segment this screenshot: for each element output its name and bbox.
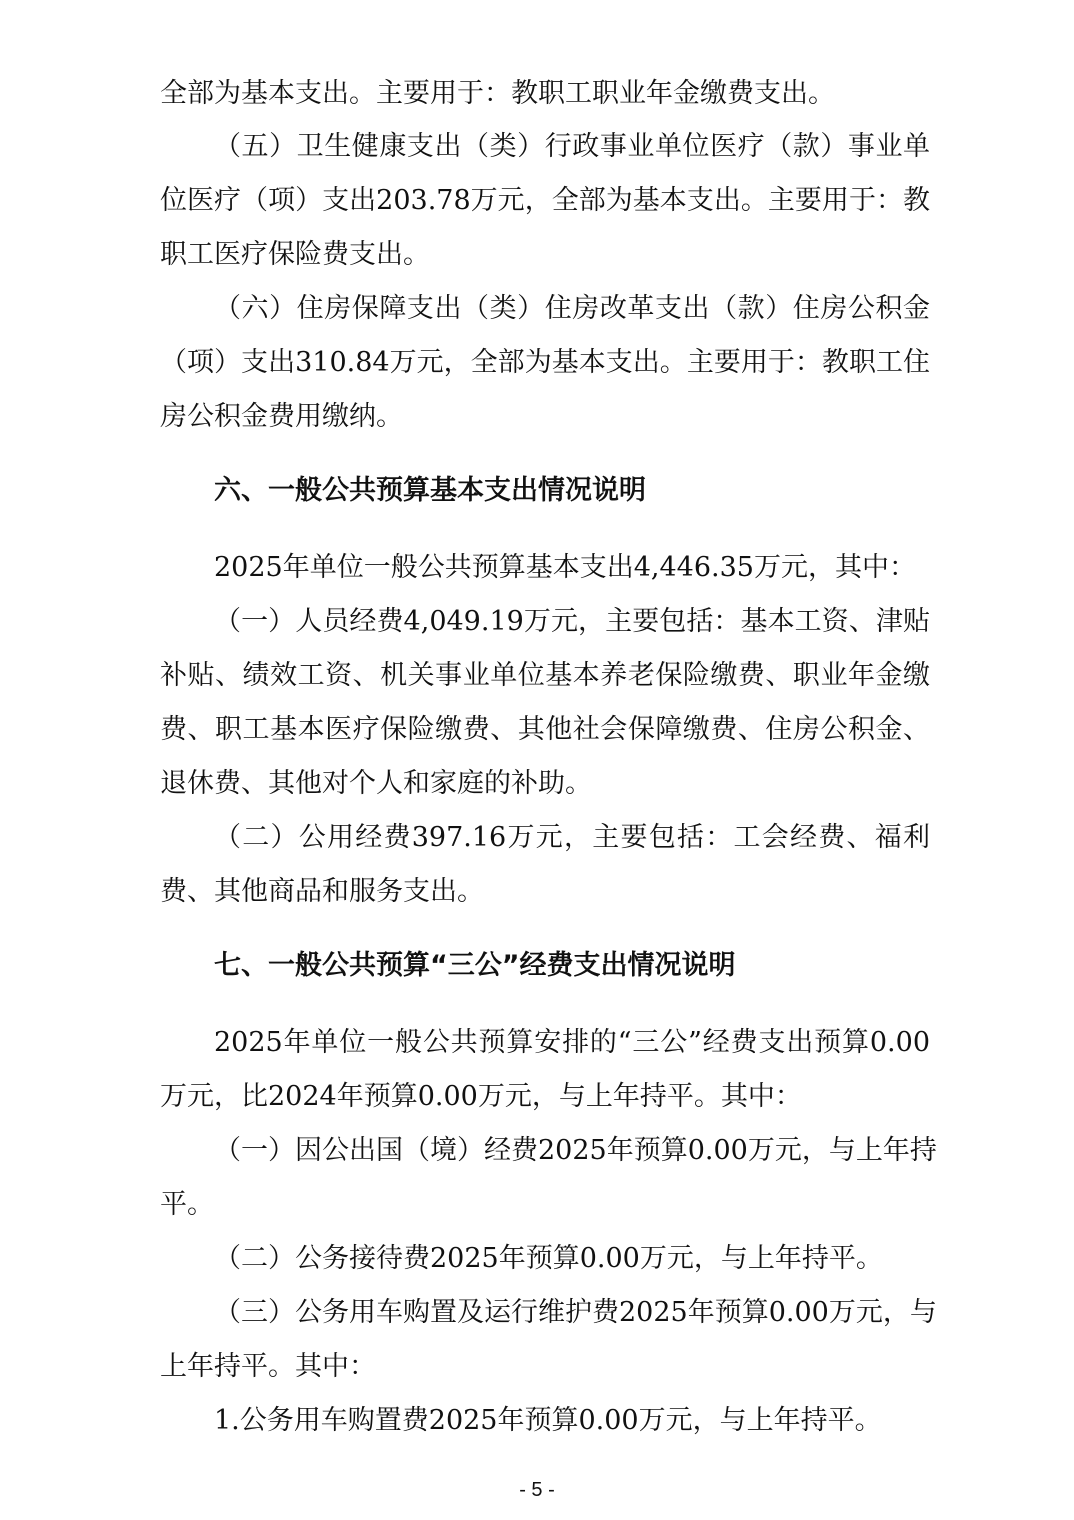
body-line: （六）住房保障支出（类）住房改革支出（款）住房公积金 bbox=[214, 293, 930, 324]
body-line: 2025年单位一般公共预算安排的“三公”经费支出预算0.00 bbox=[214, 1027, 930, 1058]
body-line: 2025年单位一般公共预算基本支出4,446.35万元，其中： bbox=[214, 552, 916, 583]
body-line: 补贴、绩效工资、机关事业单位基本养老保险缴费、职业年金缴 bbox=[160, 660, 930, 691]
page-number: - 5 - bbox=[519, 1479, 555, 1501]
body-line: （二）公用经费397.16万元，主要包括：工会经费、福利 bbox=[214, 822, 930, 853]
section-heading: 七、一般公共预算“三公”经费支出情况说明 bbox=[214, 950, 736, 981]
body-line: 全部为基本支出。主要用于：教职工职业年金缴费支出。 bbox=[160, 78, 835, 109]
body-line: 房公积金费用缴纳。 bbox=[160, 401, 403, 432]
body-line: 费、其他商品和服务支出。 bbox=[160, 876, 484, 907]
body-line: 万元，比2024年预算0.00万元，与上年持平。其中： bbox=[160, 1081, 802, 1112]
body-line: （三）公务用车购置及运行维护费2025年预算0.00万元，与 bbox=[214, 1297, 937, 1328]
body-line: （二）公务接待费2025年预算0.00万元，与上年持平。 bbox=[214, 1243, 883, 1274]
body-line: 平。 bbox=[160, 1189, 214, 1220]
body-line: 退休费、其他对个人和家庭的补助。 bbox=[160, 768, 592, 799]
body-line: 1.公务用车购置费2025年预算0.00万元，与上年持平。 bbox=[214, 1405, 882, 1436]
section-heading: 六、一般公共预算基本支出情况说明 bbox=[214, 475, 646, 506]
body-line: （一）人员经费4,049.19万元，主要包括：基本工资、津贴 bbox=[214, 606, 930, 637]
body-line: 位医疗（项）支出203.78万元，全部为基本支出。主要用于：教 bbox=[160, 185, 930, 216]
body-line: （项）支出310.84万元，全部为基本支出。主要用于：教职工住 bbox=[160, 347, 930, 378]
body-line: 上年持平。其中： bbox=[160, 1351, 376, 1382]
body-line: 费、职工基本医疗保险缴费、其他社会保障缴费、住房公积金、 bbox=[160, 714, 930, 745]
body-line: （五）卫生健康支出（类）行政事业单位医疗（款）事业单 bbox=[214, 131, 930, 162]
body-line: （一）因公出国（境）经费2025年预算0.00万元，与上年持 bbox=[214, 1135, 937, 1166]
body-line: 职工医疗保险费支出。 bbox=[160, 239, 430, 270]
